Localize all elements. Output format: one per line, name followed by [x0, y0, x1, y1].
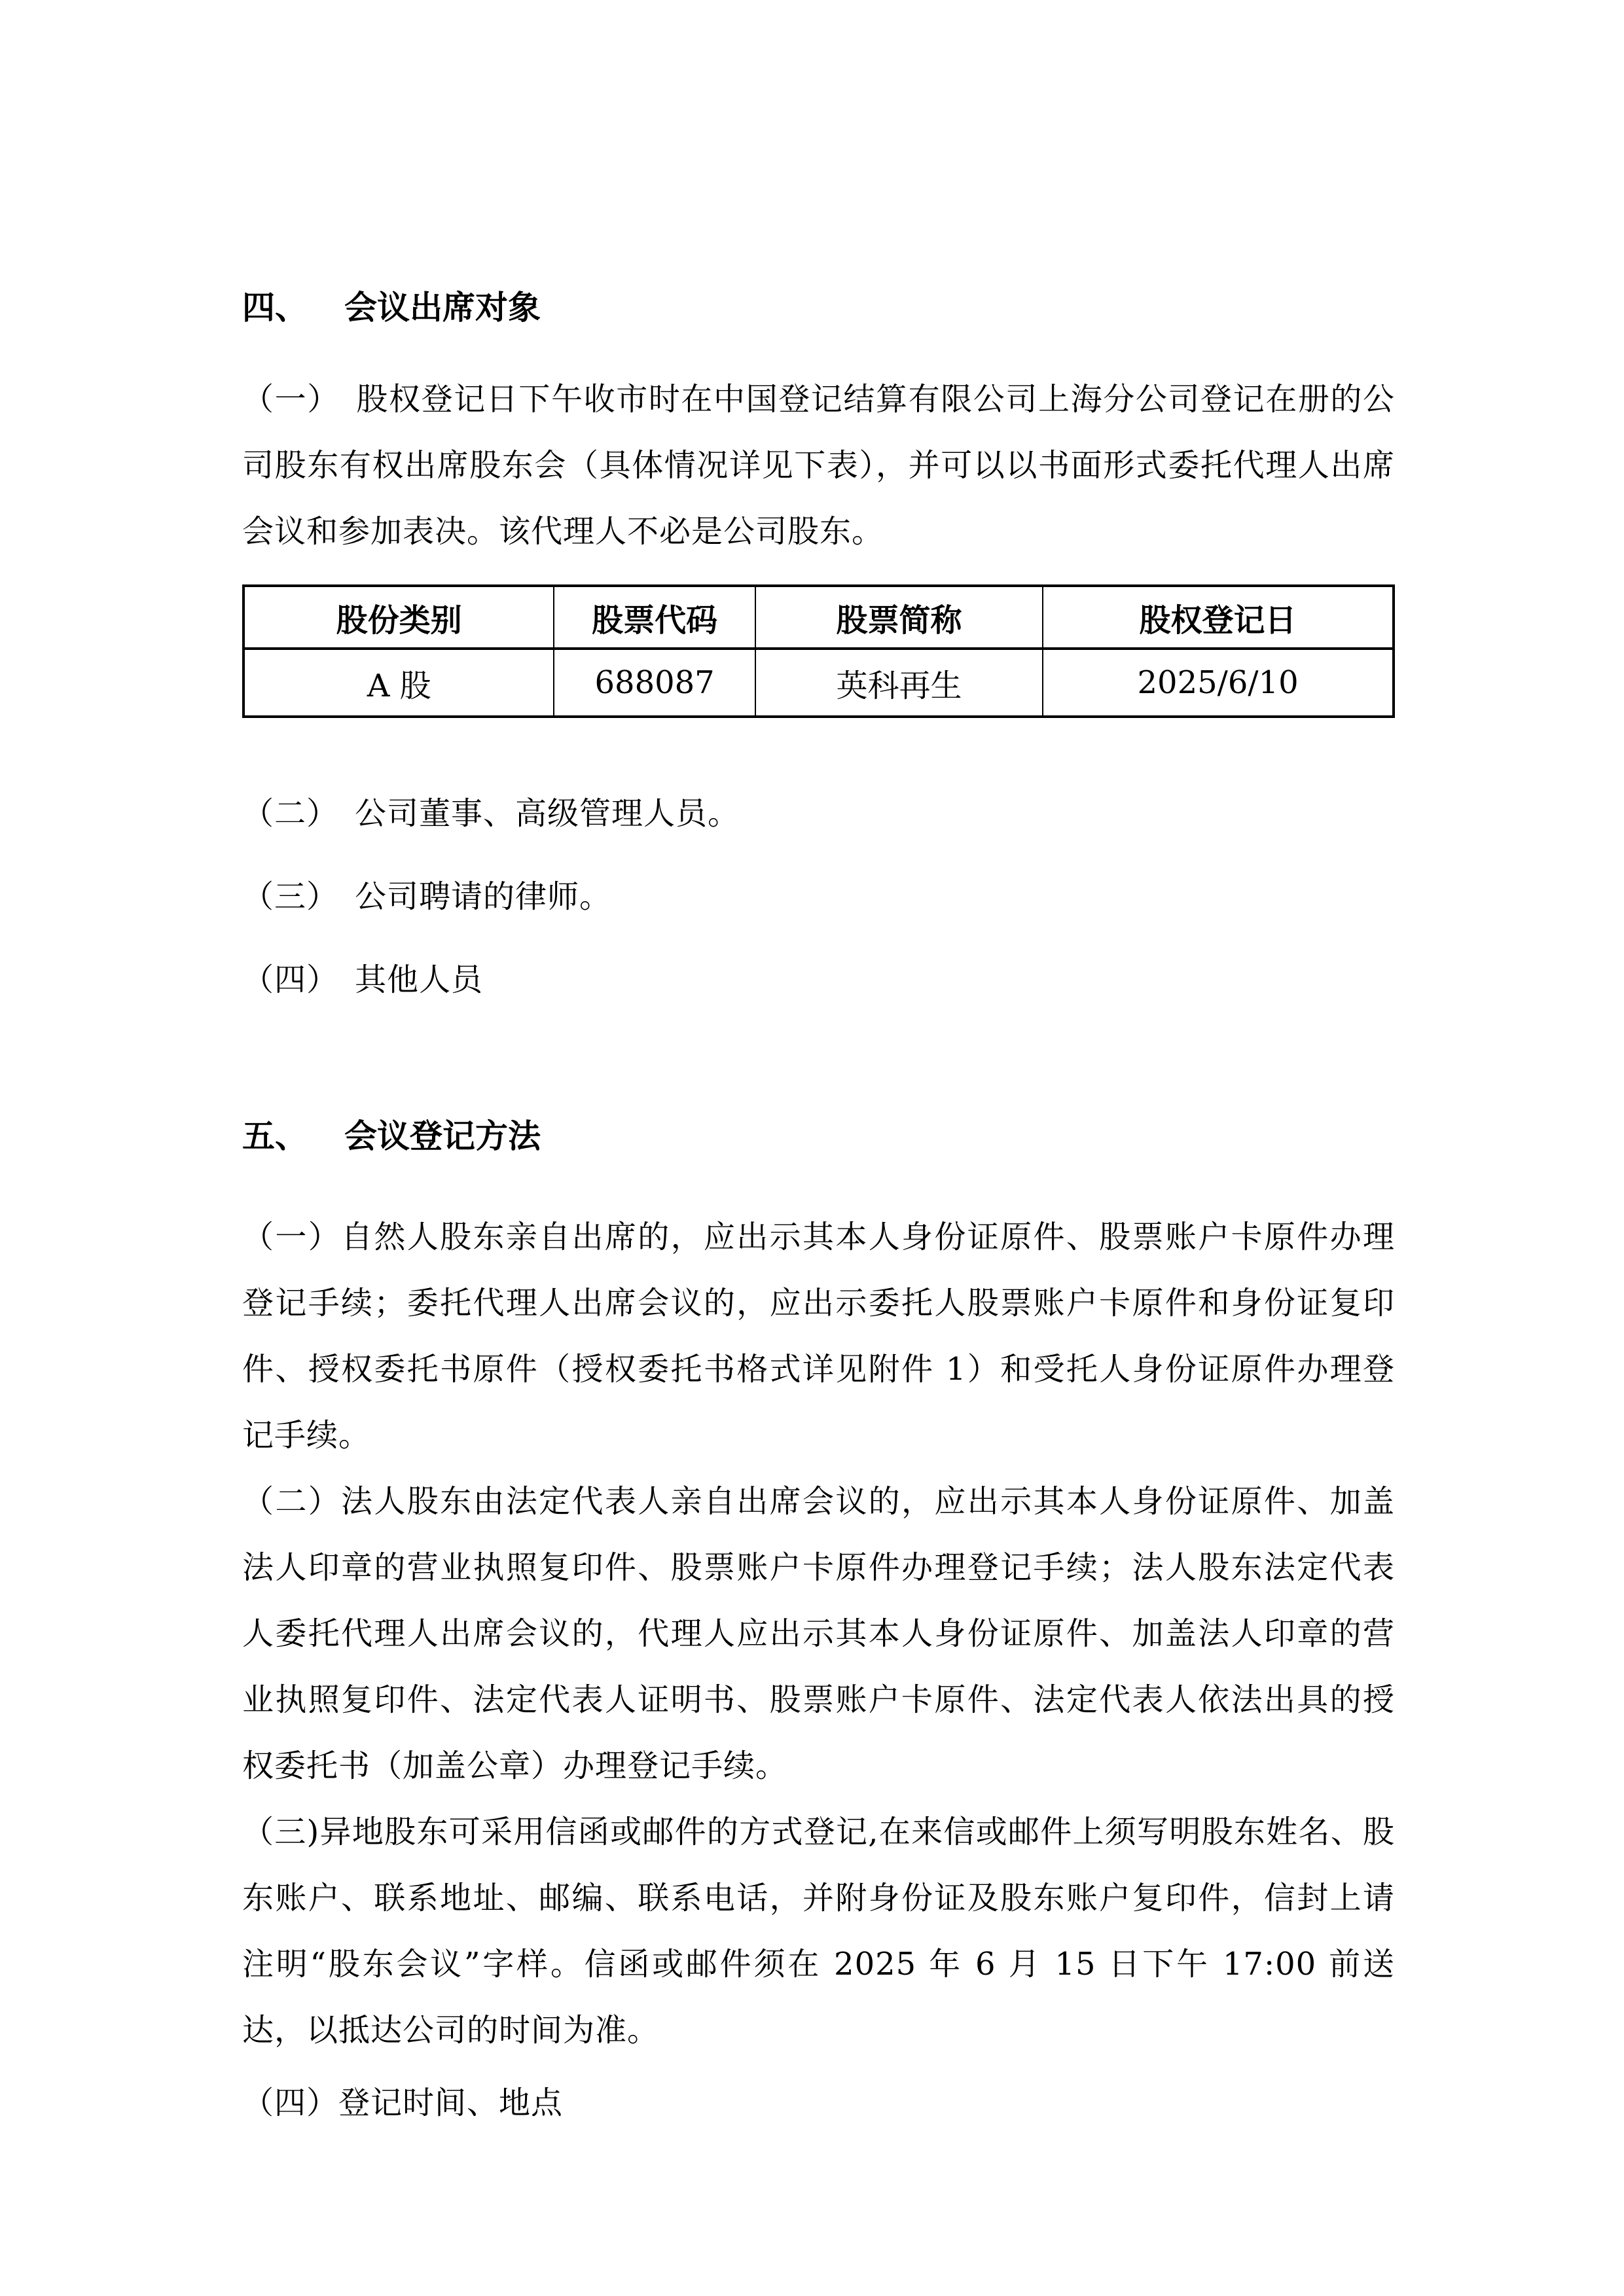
- paragraph-natural-person-registration: （一）自然人股东亲自出席的，应出示其本人身份证原件、股票账户卡原件办理登记手续；委托代理人出席会议的，应出示委托人股票账户卡原件和身份证复印件、授权委托书原件（授权委托书格式详见附件 1）和受托人身份证原件办理登记手续。: [242, 1219, 1395, 1454]
- table-body: [244, 649, 1394, 717]
- section-heading-attendees: [242, 275, 1395, 340]
- section-heading-registration: [242, 1103, 1395, 1169]
- column-header-record-date: 股权登记日: [1043, 586, 1394, 649]
- paragraph-record-date: （一） 股权登记日下午收市时在中国登记结算有限公司上海分公司登记在册的公司股东有权出席股东会（具体情况详见下表），并可以以书面形式委托代理人出席会议和参加表决。该代理人不必是公司股东。: [242, 381, 1395, 550]
- cell-share-class: A 股: [244, 649, 554, 717]
- heading-number: 五、: [242, 1117, 308, 1155]
- cell-stock-code: 688087: [554, 649, 755, 717]
- paragraph-lawyers: （三） 公司聘请的律师。: [242, 878, 612, 915]
- cell-stock-name: 英科再生: [755, 649, 1043, 717]
- share-registration-table: [242, 584, 1395, 718]
- paragraph-legal-person-registration: （二）法人股东由法定代表人亲自出席会议的，应出示其本人身份证原件、加盖法人印章的营业执照复印件、股票账户卡原件办理登记手续；法人股东法定代表人委托代理人出席会议的，代理人应出示其本人身份证原件、加盖法人印章的营业执照复印件、法定代表人证明书、股票账户卡原件、法定代表人依法出具的授权委托书（加盖公章）办理登记手续。: [242, 1483, 1395, 1784]
- column-header-share-class: 股份类别: [244, 586, 554, 649]
- paragraph-registration-time-place: （四）登记时间、地点: [242, 2085, 564, 2121]
- table-row: [244, 586, 1394, 649]
- cell-record-date: 2025/6/10: [1043, 649, 1394, 717]
- heading-title: 会议出席对象: [344, 288, 541, 327]
- heading-title: 会议登记方法: [344, 1117, 541, 1155]
- paragraph-remote-registration: （三)异地股东可采用信函或邮件的方式登记,在来信或邮件上须写明股东姓名、股东账户、联系地址、邮编、联系电话，并附身份证及股东账户复印件，信封上请注明“股东会议”字样。信函或邮件须在 2025 年 6 月 15 日下午 17:00 前送达，以抵达公司的时间为准。: [242, 1814, 1395, 2049]
- paragraph-others: （四） 其他人员: [242, 961, 484, 998]
- table-row: [244, 649, 1394, 717]
- column-header-stock-name: 股票简称: [755, 586, 1043, 649]
- column-header-stock-code: 股票代码: [554, 586, 755, 649]
- heading-number: 四、: [242, 288, 308, 327]
- table-header-row: [244, 586, 1394, 649]
- paragraph-directors: （二） 公司董事、高级管理人员。: [242, 795, 740, 832]
